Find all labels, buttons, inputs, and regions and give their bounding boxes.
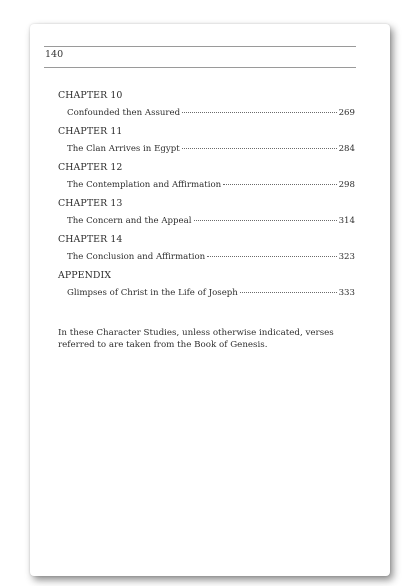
book-page: [30, 24, 390, 576]
chapter-label: CHAPTER 13: [58, 198, 123, 209]
chapter-page: 298: [338, 180, 355, 190]
chapter-label: CHAPTER 10: [58, 90, 123, 101]
toc-line: [67, 144, 355, 155]
chapter-page: 323: [338, 252, 355, 262]
toc-entry-chapter-11: [58, 126, 355, 162]
chapter-title: The Conclusion and Affirmation: [67, 252, 206, 262]
table-of-contents: [58, 90, 355, 306]
bible-reference-note: In these Character Studies, unless otherwise indicated, verses referred to are taken from the Book of Genesis.: [58, 328, 334, 350]
toc-line: [67, 252, 355, 263]
dot-leader: [182, 111, 336, 113]
toc-line: [67, 288, 355, 299]
toc-entry-chapter-12: [58, 162, 355, 198]
dot-leader: [207, 255, 336, 257]
dot-leader: [223, 183, 336, 185]
page-number: 140: [45, 49, 64, 60]
toc-line: [67, 108, 355, 119]
chapter-title: The Clan Arrives in Egypt: [67, 144, 180, 154]
dot-leader: [194, 219, 337, 221]
toc-line: [67, 216, 355, 227]
chapter-title: The Contemplation and Affirmation: [67, 180, 222, 190]
toc-entry-chapter-14: [58, 234, 355, 270]
chapter-page: 314: [338, 216, 355, 226]
chapter-title: Confounded then Assured: [67, 108, 181, 118]
dot-leader: [240, 291, 337, 293]
toc-line: [67, 180, 355, 191]
chapter-page: 284: [338, 144, 355, 154]
chapter-label: APPENDIX: [58, 270, 112, 281]
chapter-page: 333: [338, 288, 355, 298]
toc-entry-chapter-10: [58, 90, 355, 126]
chapter-title: The Concern and the Appeal: [67, 216, 192, 226]
chapter-page: 269: [338, 108, 355, 118]
chapter-label: CHAPTER 14: [58, 234, 123, 245]
running-header: [44, 46, 356, 68]
dot-leader: [182, 147, 337, 149]
chapter-label: CHAPTER 12: [58, 162, 123, 173]
chapter-label: CHAPTER 11: [58, 126, 123, 137]
toc-entry-appendix: [58, 270, 355, 306]
toc-entry-chapter-13: [58, 198, 355, 234]
chapter-title: Glimpses of Christ in the Life of Joseph: [67, 288, 238, 298]
